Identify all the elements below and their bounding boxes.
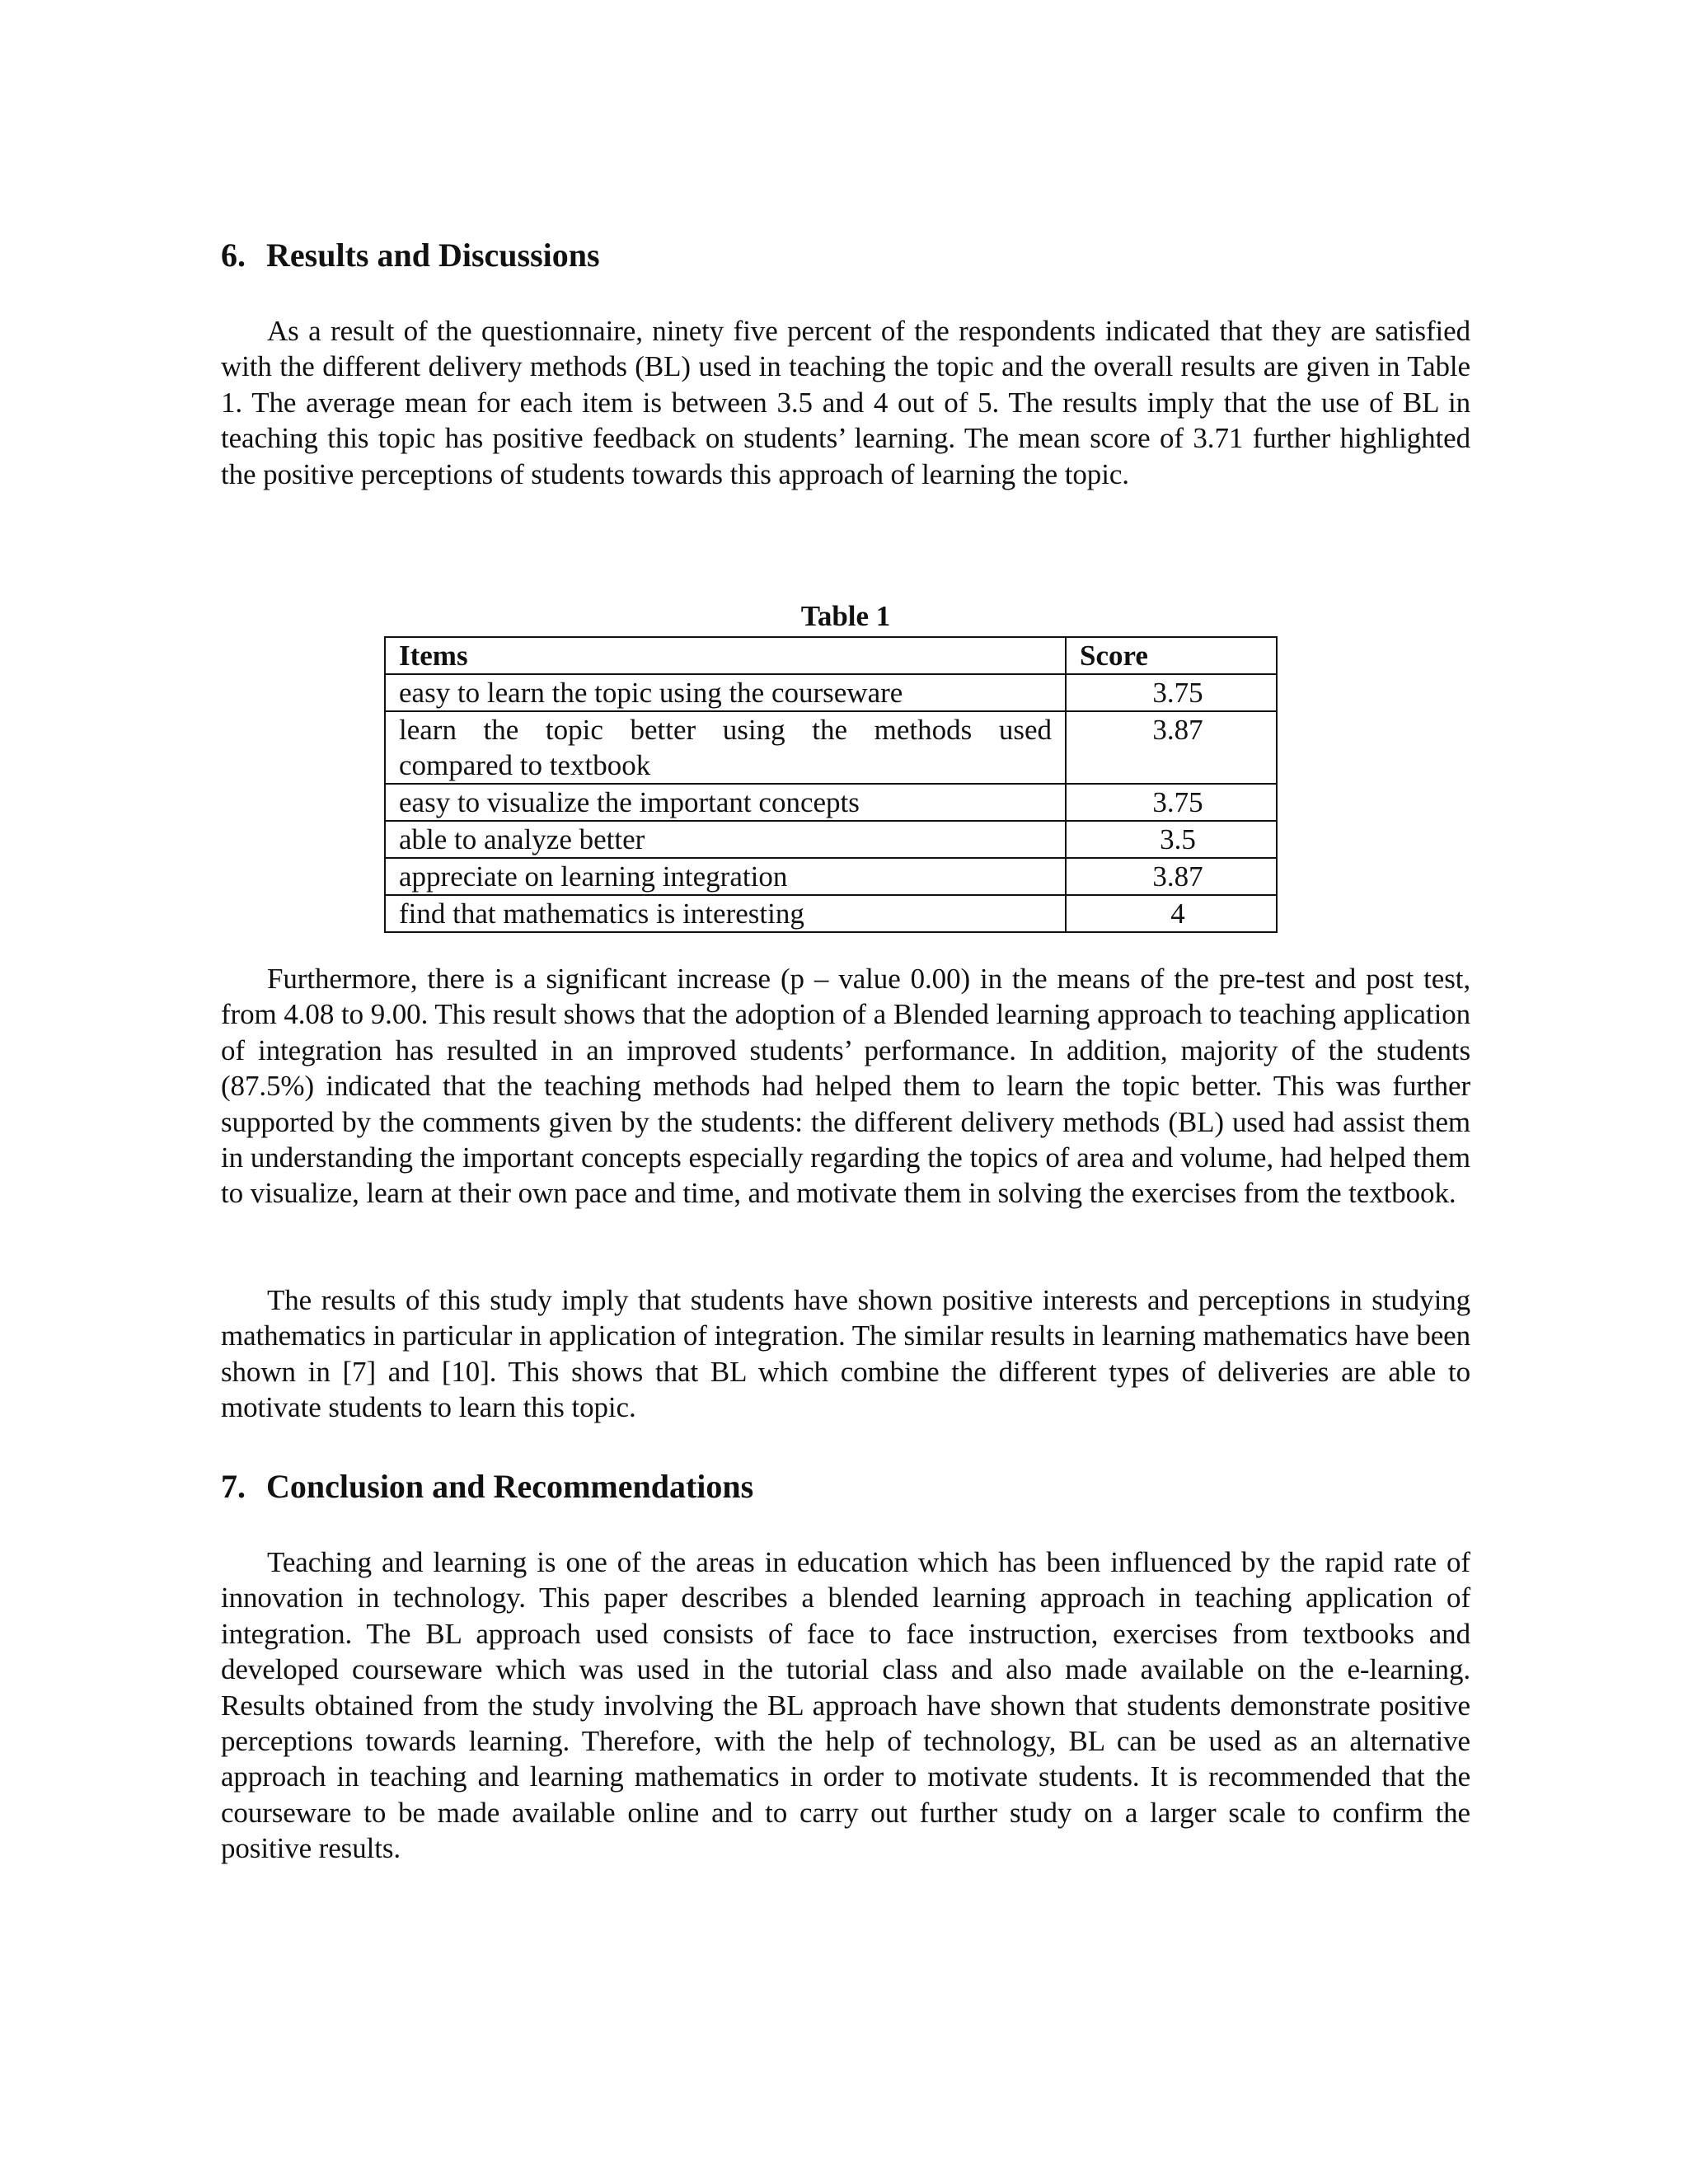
table-cell-score: 3.75: [1066, 784, 1277, 821]
section-7-title: Conclusion and Recommendations: [266, 1468, 754, 1505]
section-6-paragraph-1: As a result of the questionnaire, ninety five percent of the respondents indicated that they are satisfied with the different delivery methods (BL) used in teaching the topic and the overall results are given in Table 1. The average mean for each item is between 3.5 and 4 out of 5. The results imply that the use of BL in teaching this topic has positive feedback on students’ learning. The mean score of 3.71 further highlighted the positive perceptions of students towards this approach of learning the topic.: [221, 315, 1470, 490]
table-cell-score: 3.5: [1066, 821, 1277, 858]
table-cell-item-line-2: compared to textbook: [399, 749, 651, 781]
section-7-paragraph-1: Teaching and learning is one of the areas in education which has been influenced by the rapid rate of innovation in technology. This paper describes a blended learning approach in teaching application of integration. The BL approach used consists of face to face instruction, exercises from textbooks and developed courseware which was used in the tutorial class and also made available on the e-learning. Results obtained from the study involving the BL approach have shown that students demonstrate positive perceptions towards learning. Therefore, with the help of technology, BL can be used as an alternative approach in teaching and learning mathematics in order to motivate students. It is recommended that the courseware to be made available online and to carry out further study on a larger scale to confirm the positive results.: [221, 1546, 1470, 1865]
table-cell-score: 3.87: [1066, 711, 1277, 784]
table-header-row: [385, 637, 1277, 674]
table-1: [384, 636, 1278, 933]
table-cell-item: able to analyze better: [385, 821, 1066, 858]
section-6-heading: [221, 236, 600, 275]
table-cell-item: appreciate on learning integration: [385, 858, 1066, 895]
section-6-paragraph-2: Furthermore, there is a significant increase (p – value 0.00) in the means of the pre-test and post test, from 4.08 to 9.00. This result shows that the adoption of a Blended learning approach to teaching application of integration has resulted in an improved students’ performance. In addition, majority of the students (87.5%) indicated that the teaching methods had helped them to learn the topic better. This was further supported by the comments given by the students: the different delivery methods (BL) used had assist them in understanding the important concepts especially regarding the topics of area and volume, had helped them to visualize, learn at their own pace and time, and motivate them in solving the exercises from the textbook.: [221, 963, 1470, 1210]
table-header-items: Items: [385, 637, 1066, 674]
table-cell-item: easy to visualize the important concepts: [385, 784, 1066, 821]
section-7-number: 7.: [221, 1468, 246, 1505]
section-7-heading: [221, 1467, 753, 1507]
section-6-number: 6.: [221, 237, 246, 274]
table-cell-score: 3.75: [1066, 674, 1277, 711]
table-row: [385, 674, 1277, 711]
table-row: [385, 895, 1277, 932]
table-row: [385, 711, 1277, 784]
table-row: [385, 821, 1277, 858]
section-6-title: Results and Discussions: [266, 237, 600, 274]
table-cell-item: find that mathematics is interesting: [385, 895, 1066, 932]
table-cell-score: 3.87: [1066, 858, 1277, 895]
table-cell-score: 4: [1066, 895, 1277, 932]
table-row: [385, 784, 1277, 821]
table-header-score: Score: [1066, 637, 1277, 674]
section-6-paragraph-3: The results of this study imply that students have shown positive interests and perceptions in studying mathematics in particular in application of integration. The similar results in learning mathematics have been shown in [7] and [10]. This shows that BL which combine the different types of deliveries are able to motivate students to learn this topic.: [221, 1284, 1470, 1424]
table-cell-item: easy to learn the topic using the courseware: [385, 674, 1066, 711]
table-row: [385, 858, 1277, 895]
table-cell-item: [385, 711, 1066, 784]
table-1-caption: Table 1: [800, 600, 891, 632]
table-cell-item-line-1: learn the topic better using the methods used: [399, 714, 1052, 746]
